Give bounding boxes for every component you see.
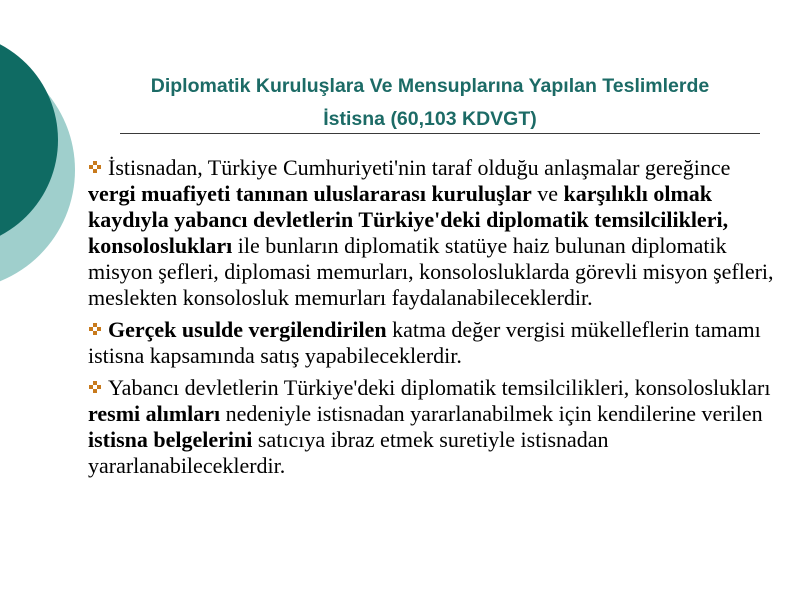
emphasis-text: vergi muafiyeti tanınan uluslararası kuruluşlar — [88, 181, 532, 206]
bullet-paragraph — [88, 317, 778, 369]
slide-title-line-1: Diplomatik Kuruluşlara Ve Mensuplarına Yapılan Teslimlerde — [150, 75, 710, 97]
body-text: ile bunların diplomatik statüye haiz bulunan diplomatik misyon şefleri, diplomasi memurları, konsolosluklarda görevli misyon şefleri, meslekten konsolosluk memurları faydalanabileceklerdir. — [88, 233, 774, 310]
diamond-bullet-icon — [88, 380, 102, 394]
body-text: satıcıya ibraz etmek suretiyle istisnadan yararlanabileceklerdir. — [88, 427, 609, 478]
slide-title-line-2: İstisna (60,103 KDVGT) — [323, 108, 537, 130]
bullet-paragraph — [88, 155, 778, 311]
slide-body — [88, 155, 778, 485]
diamond-bullet-icon — [88, 160, 102, 174]
body-text: ve — [531, 181, 564, 206]
emphasis-text: istisna belgelerini — [88, 427, 253, 452]
emphasis-text: Gerçek usulde vergilendirilen — [108, 317, 387, 342]
emphasis-text: karşılıklı olmak kaydıyla yabancı devletlerin Türkiye'deki diplomatik temsilcilikleri, konsoloslukları — [88, 181, 729, 258]
title-divider — [120, 133, 760, 134]
body-text: katma değer vergisi mükelleflerin tamamı istisna kapsamında satış yapabileceklerdir. — [88, 317, 761, 368]
body-text: İstisnadan, Türkiye Cumhuriyeti'nin taraf olduğu anlaşmalar gereğince — [108, 155, 731, 180]
body-text: nedeniyle istisnadan yararlanabilmek için kendilerine verilen — [220, 401, 763, 426]
emphasis-text: resmi alımları — [88, 401, 221, 426]
diamond-bullet-icon — [88, 322, 102, 336]
body-text: Yabancı devletlerin Türkiye'deki diplomatik temsilcilikleri, konsoloslukları — [108, 375, 771, 400]
bullet-paragraph — [88, 375, 778, 479]
slide-title — [100, 70, 760, 136]
